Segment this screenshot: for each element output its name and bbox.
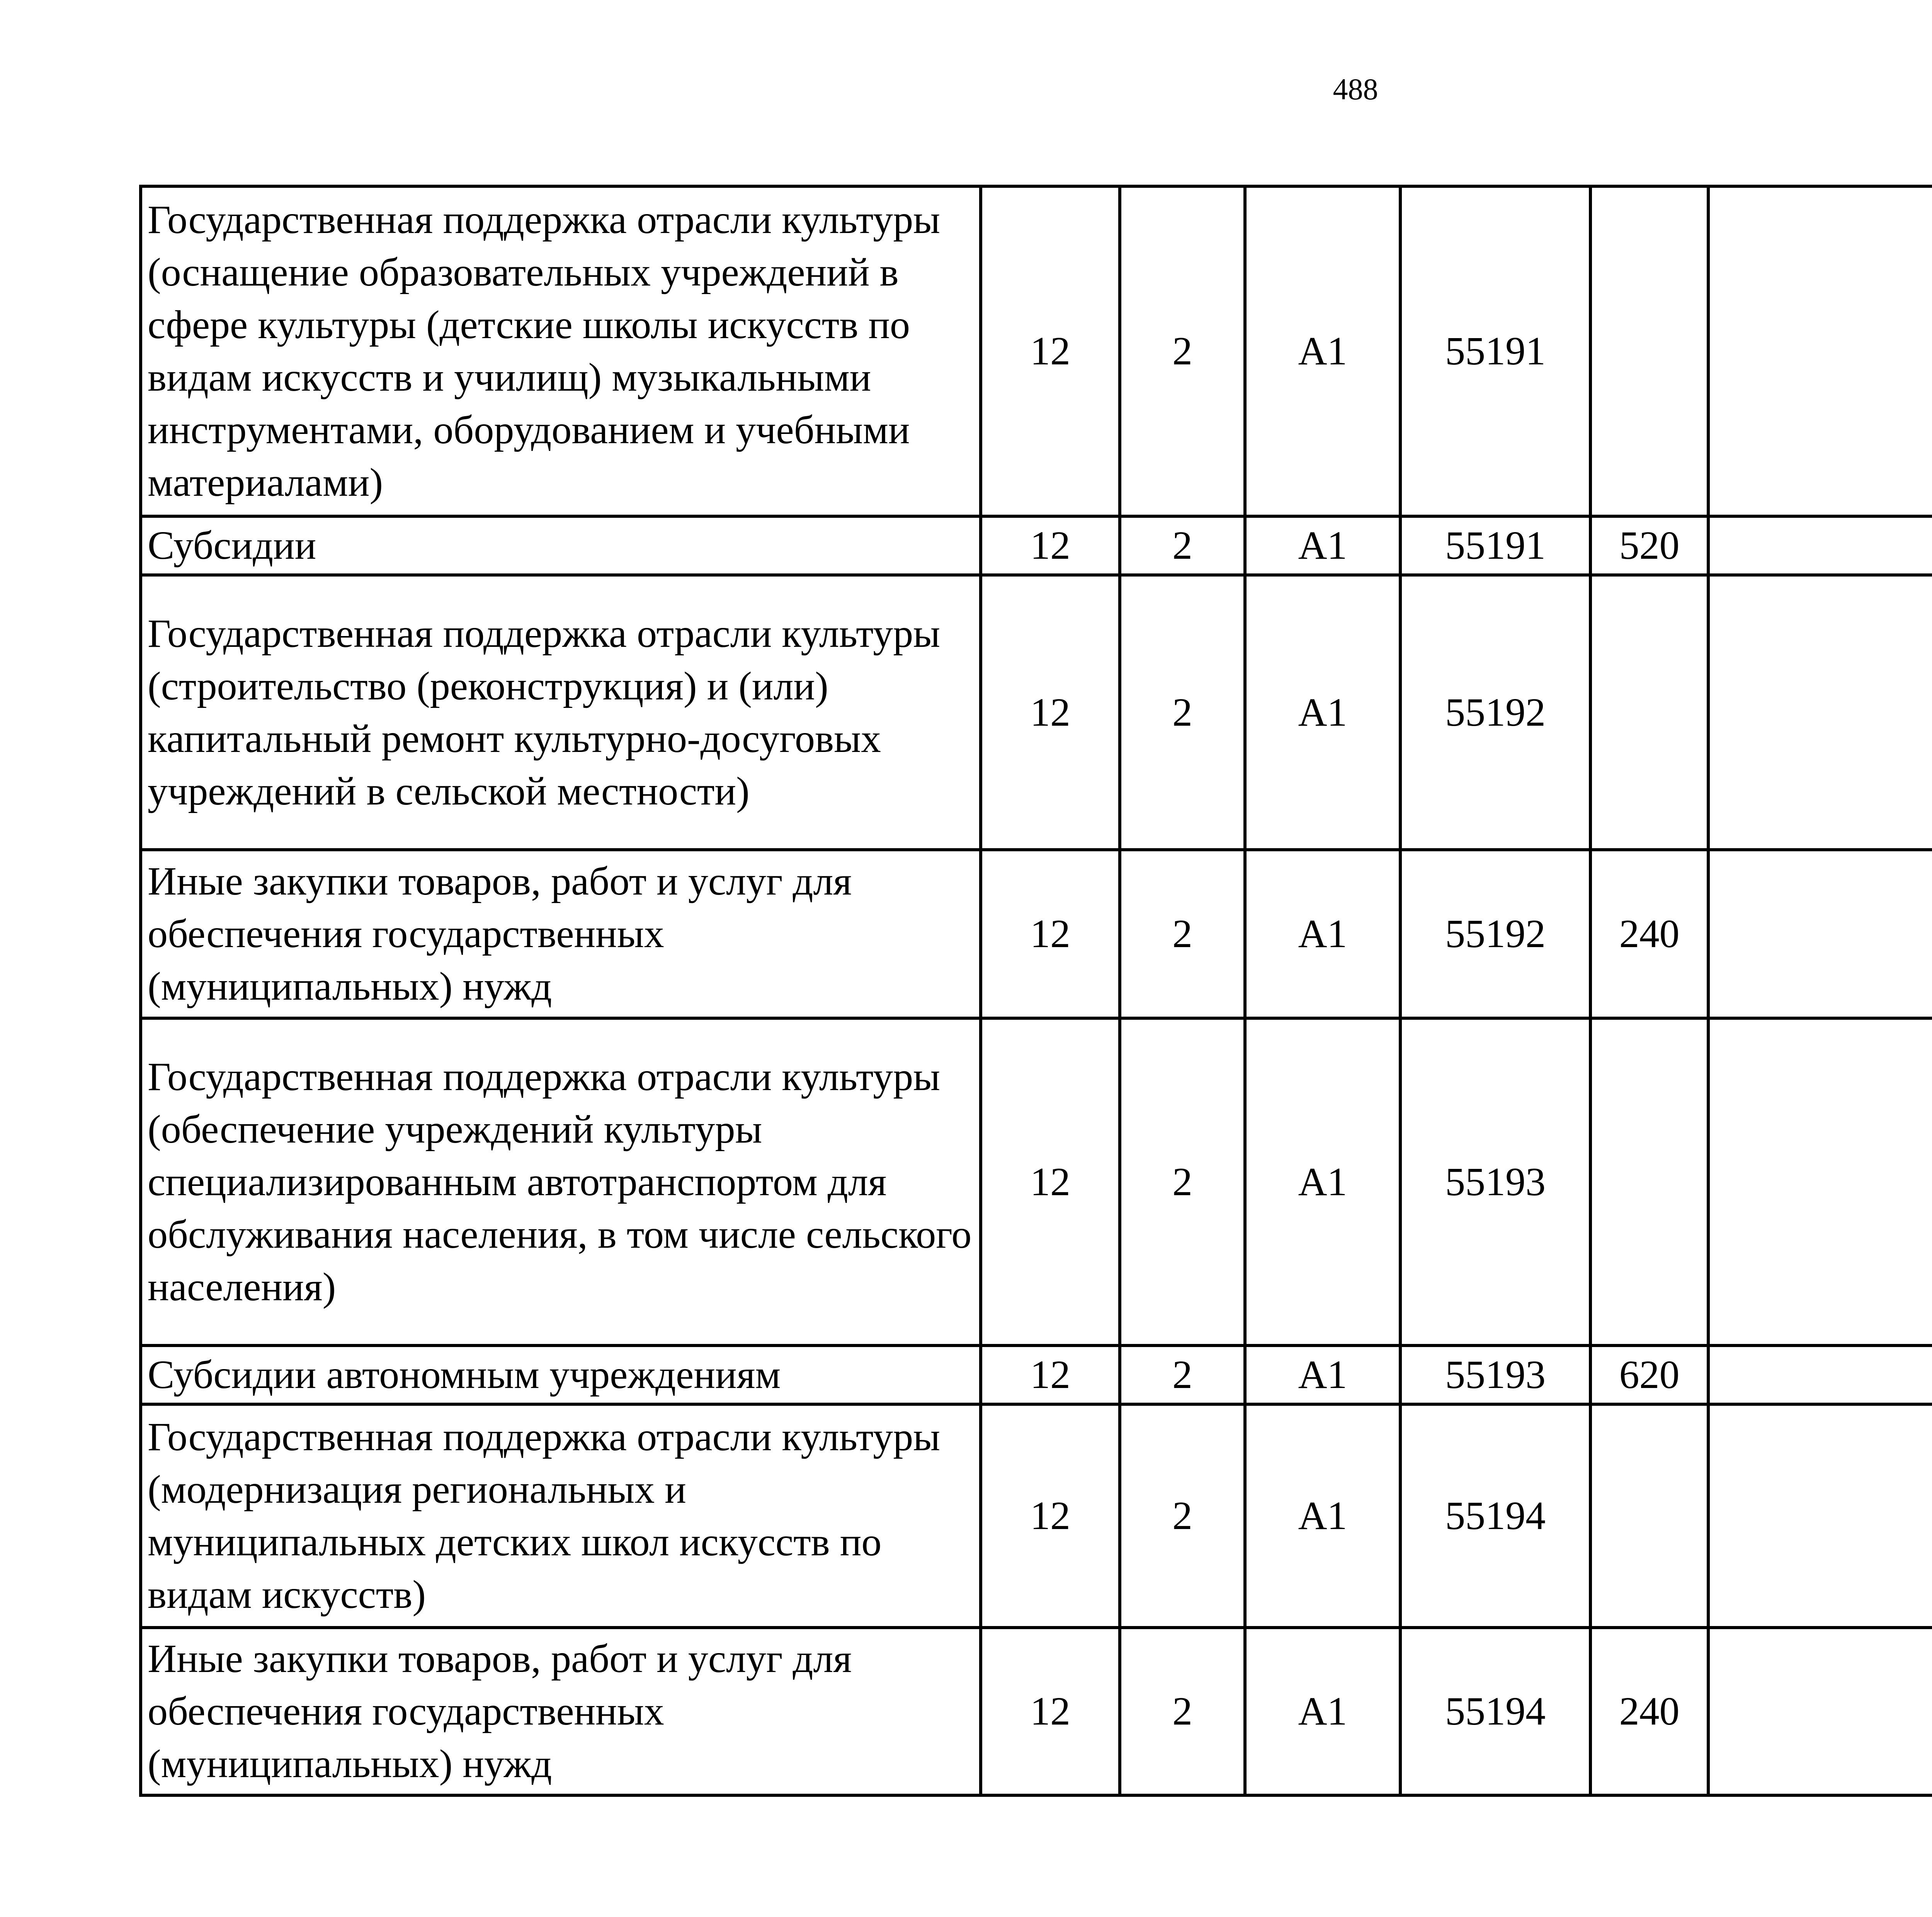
- page-number: 488: [1333, 72, 1378, 106]
- amount-col-1: [1708, 1345, 1932, 1404]
- section-code: 12: [981, 850, 1120, 1018]
- section-code: 12: [981, 1404, 1120, 1628]
- row-name: Государственная поддержка отрасли культуры (строительство (реконструкция) и (или) капитальный ремонт культурно-досуговых учреждений в сельской местности): [141, 575, 981, 850]
- subsection-code: 2: [1120, 1628, 1245, 1795]
- budget-table: [139, 185, 1932, 1797]
- program-code: А1: [1245, 1404, 1400, 1628]
- section-code: 12: [981, 1018, 1120, 1345]
- program-code: А1: [1245, 1345, 1400, 1404]
- target-code: 55191: [1400, 516, 1590, 575]
- section-code: 12: [981, 516, 1120, 575]
- program-code: А1: [1245, 850, 1400, 1018]
- expense-type-code: 620: [1590, 1345, 1708, 1404]
- program-code: А1: [1245, 575, 1400, 850]
- row-name: Иные закупки товаров, работ и услуг для обеспечения государственных (муниципальных) нужд: [141, 1628, 981, 1795]
- target-code: 55191: [1400, 186, 1590, 516]
- subsection-code: 2: [1120, 186, 1245, 516]
- expense-type-code: [1590, 186, 1708, 516]
- table-row: [141, 1404, 1932, 1628]
- amount-col-1: [1708, 186, 1932, 516]
- row-name: Иные закупки товаров, работ и услуг для обеспечения государственных (муниципальных) нужд: [141, 850, 981, 1018]
- subsection-code: 2: [1120, 1018, 1245, 1345]
- table-row: [141, 516, 1932, 575]
- subsection-code: 2: [1120, 575, 1245, 850]
- row-name: Государственная поддержка отрасли культуры (модернизация региональных и муниципальных детских школ искусств по видам искусств): [141, 1404, 981, 1628]
- expense-type-code: [1590, 1018, 1708, 1345]
- subsection-code: 2: [1120, 1404, 1245, 1628]
- table-row: [141, 186, 1932, 516]
- section-code: 12: [981, 1345, 1120, 1404]
- expense-type-code: [1590, 1404, 1708, 1628]
- row-name: Государственная поддержка отрасли культуры (обеспечение учреждений культуры специализированным автотранспортом для обслуживания населения, в том числе сельского населения): [141, 1018, 981, 1345]
- table-row: [141, 575, 1932, 850]
- section-code: 12: [981, 575, 1120, 850]
- table-row: [141, 1628, 1932, 1795]
- target-code: 55194: [1400, 1628, 1590, 1795]
- program-code: А1: [1245, 516, 1400, 575]
- row-name: Государственная поддержка отрасли культуры (оснащение образовательных учреждений в сфере культуры (детские школы искусств по видам искусств и училищ) музыкальными инструментами, оборудованием и учебными материалами): [141, 186, 981, 516]
- target-code: 55192: [1400, 850, 1590, 1018]
- amount-col-1: [1708, 516, 1932, 575]
- table-row: [141, 1018, 1932, 1345]
- table-row: [141, 850, 1932, 1018]
- section-code: 12: [981, 186, 1120, 516]
- expense-type-code: 520: [1590, 516, 1708, 575]
- subsection-code: 2: [1120, 1345, 1245, 1404]
- section-code: 12: [981, 1628, 1120, 1795]
- row-name: Субсидии: [141, 516, 981, 575]
- table-row: [141, 1345, 1932, 1404]
- expense-type-code: 240: [1590, 850, 1708, 1018]
- amount-col-1: [1708, 1628, 1932, 1795]
- target-code: 55192: [1400, 575, 1590, 850]
- amount-col-1: [1708, 1018, 1932, 1345]
- target-code: 55193: [1400, 1018, 1590, 1345]
- target-code: 55194: [1400, 1404, 1590, 1628]
- program-code: А1: [1245, 1018, 1400, 1345]
- subsection-code: 2: [1120, 850, 1245, 1018]
- expense-type-code: [1590, 575, 1708, 850]
- program-code: А1: [1245, 1628, 1400, 1795]
- amount-col-1: [1708, 850, 1932, 1018]
- expense-type-code: 240: [1590, 1628, 1708, 1795]
- row-name: Субсидии автономным учреждениям: [141, 1345, 981, 1404]
- subsection-code: 2: [1120, 516, 1245, 575]
- amount-col-1: [1708, 575, 1932, 850]
- program-code: А1: [1245, 186, 1400, 516]
- target-code: 55193: [1400, 1345, 1590, 1404]
- amount-col-1: [1708, 1404, 1932, 1628]
